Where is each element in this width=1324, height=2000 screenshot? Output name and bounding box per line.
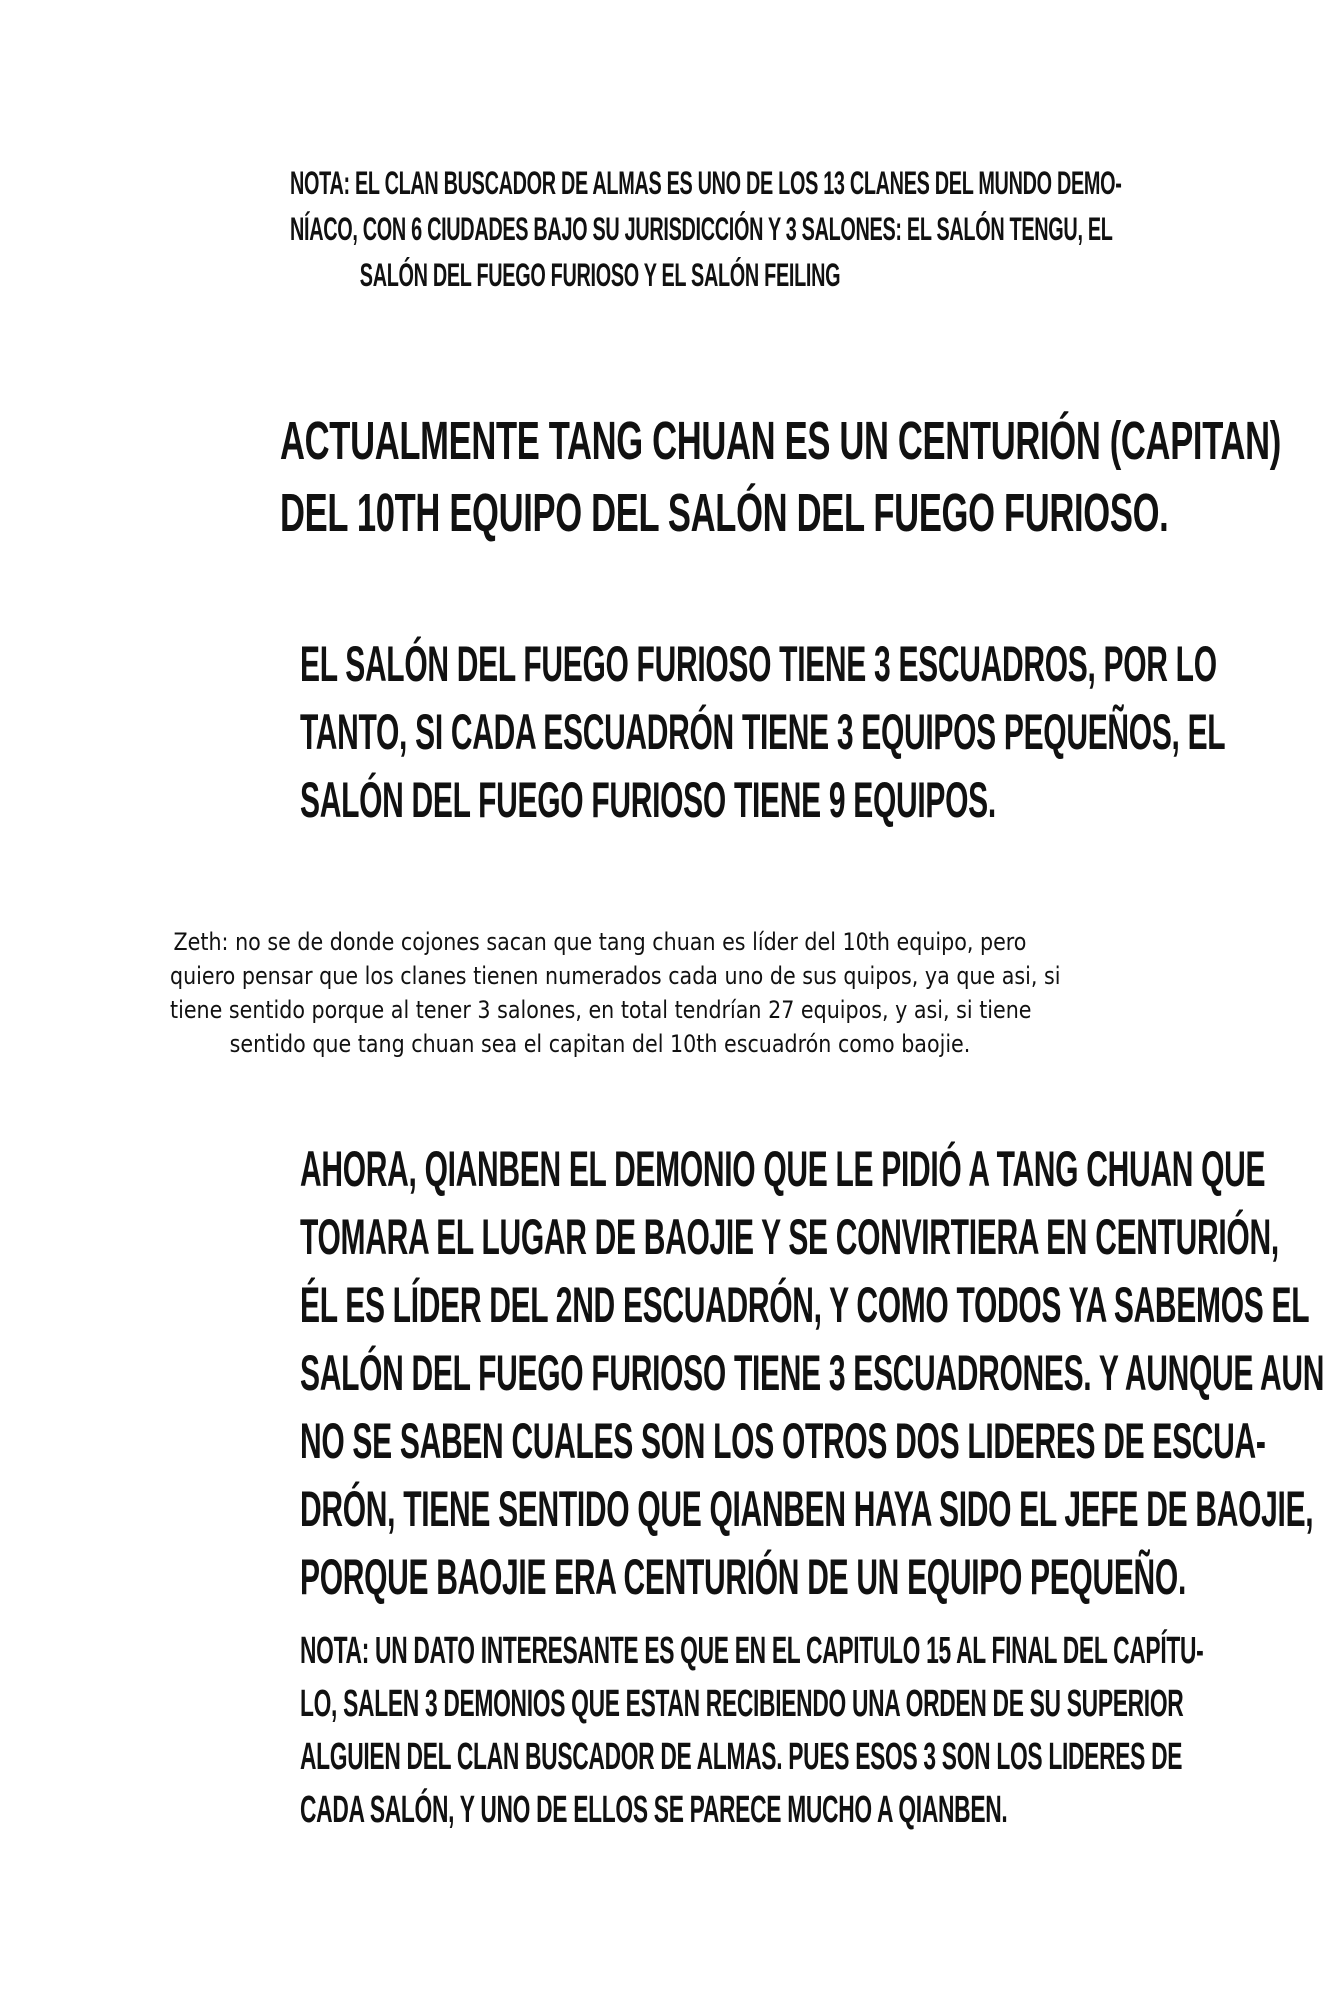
note-intro-line: SALÓN DEL FUEGO FURIOSO Y EL SALÓN FEILING bbox=[359, 257, 841, 293]
qianben-paragraph-line: DRÓN, TIENE SENTIDO QUE QIANBEN HAYA SIDO EL JEFE DE BAOJIE, bbox=[300, 1481, 1314, 1537]
note-intro-line: NÍACO, CON 6 CIUDADES BAJO SU JURISDICCIÓN Y 3 SALONES: EL SALÓN TENGU, EL bbox=[290, 211, 1113, 247]
note-final-line: NOTA: UN DATO INTERESANTE ES QUE EN EL CAPITULO 15 AL FINAL DEL CAPÍTU- bbox=[300, 1630, 1204, 1672]
qianben-paragraph-line: NO SE SABEN CUALES SON LOS OTROS DOS LIDERES DE ESCUA- bbox=[300, 1413, 1266, 1469]
qianben-paragraph-line: TOMARA EL LUGAR DE BAOJIE Y SE CONVIRTIERA EN CENTURIÓN, bbox=[300, 1209, 1279, 1265]
translator-comment-line: sentido que tang chuan sea el capitan del 10th escuadrón como baojie. bbox=[229, 1030, 971, 1058]
headline-line: DEL 10TH EQUIPO DEL SALÓN DEL FUEGO FURIOSO. bbox=[280, 483, 1169, 543]
note-intro bbox=[290, 160, 1122, 298]
qianben-paragraph-line: SALÓN DEL FUEGO FURIOSO TIENE 3 ESCUADRONES. Y AUNQUE AUN bbox=[300, 1345, 1324, 1401]
qianben-paragraph-line: PORQUE BAOJIE ERA CENTURIÓN DE UN EQUIPO PEQUEÑO. bbox=[300, 1549, 1186, 1605]
headline-line: ACTUALMENTE TANG CHUAN ES UN CENTURIÓN (CAPITAN) bbox=[280, 411, 1281, 471]
note-final-line: LO, SALEN 3 DEMONIOS QUE ESTAN RECIBIENDO UNA ORDEN DE SU SUPERIOR bbox=[300, 1683, 1184, 1725]
qianben-paragraph bbox=[300, 1135, 1324, 1611]
qianben-paragraph-line: ÉL ES LÍDER DEL 2ND ESCUADRÓN, Y COMO TODOS YA SABEMOS EL bbox=[300, 1277, 1310, 1333]
translator-comment bbox=[170, 925, 1061, 1061]
note-final-line: CADA SALÓN, Y UNO DE ELLOS SE PARECE MUCHO A QIANBEN. bbox=[300, 1789, 1008, 1831]
squads-paragraph-line: EL SALÓN DEL FUEGO FURIOSO TIENE 3 ESCUADROS, POR LO bbox=[300, 636, 1217, 692]
qianben-paragraph-line: AHORA, QIANBEN EL DEMONIO QUE LE PIDIÓ A TANG CHUAN QUE bbox=[300, 1141, 1266, 1197]
headline bbox=[280, 405, 1281, 549]
translator-comment-line: quiero pensar que los clanes tienen numerados cada uno de sus quipos, ya que asi, si bbox=[170, 962, 1061, 990]
squads-paragraph bbox=[300, 630, 1226, 834]
note-final bbox=[300, 1625, 1204, 1837]
note-final-line: ALGUIEN DEL CLAN BUSCADOR DE ALMAS. PUES ESOS 3 SON LOS LIDERES DE bbox=[300, 1736, 1183, 1778]
squads-paragraph-line: SALÓN DEL FUEGO FURIOSO TIENE 9 EQUIPOS. bbox=[300, 772, 996, 828]
translator-comment-line: Zeth: no se de donde cojones sacan que tang chuan es líder del 10th equipo, pero bbox=[173, 928, 1027, 956]
squads-paragraph-line: TANTO, SI CADA ESCUADRÓN TIENE 3 EQUIPOS PEQUEÑOS, EL bbox=[300, 704, 1226, 760]
note-intro-line: NOTA: EL CLAN BUSCADOR DE ALMAS ES UNO DE LOS 13 CLANES DEL MUNDO DEMO- bbox=[290, 165, 1122, 201]
translator-comment-line: tiene sentido porque al tener 3 salones, en total tendrían 27 equipos, y asi, si tiene bbox=[170, 996, 1032, 1024]
